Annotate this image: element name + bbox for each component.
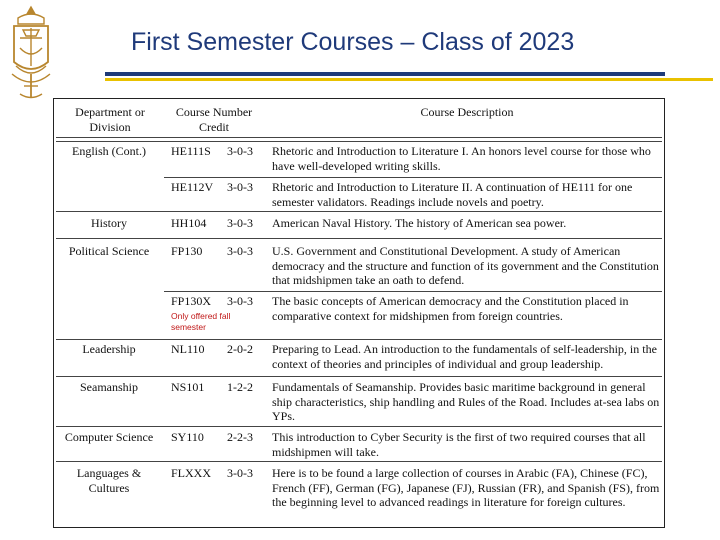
row-divider: [56, 461, 662, 462]
row-description: The basic concepts of American democracy and the Constitution placed in comparative context for midshipmen from foreign countries.: [272, 294, 629, 323]
header-course-description: Course Description: [420, 105, 514, 119]
row-course-number: FP130X: [171, 294, 212, 308]
row-divider: [56, 339, 662, 340]
row-course-number: HE112V: [171, 180, 214, 194]
row-credit: 3-0-3: [227, 216, 253, 230]
row-course-number: NS101: [171, 380, 205, 394]
row-divider: [56, 238, 662, 239]
title-underline-navy: [105, 72, 665, 76]
row-divider: [56, 211, 662, 212]
row-divider: [164, 177, 662, 178]
title-underline-gold: [105, 78, 713, 81]
row-course-number: HE111S: [171, 144, 211, 158]
row-department: Languages & Cultures: [76, 466, 142, 495]
row-description: This introduction to Cyber Security is the first of two required courses that all midshipmen will take.: [272, 430, 646, 459]
row-description: Rhetoric and Introduction to Literature I. An honors level course for those who have well-developed writing skills.: [272, 144, 651, 173]
row-course-number: HH104: [171, 216, 207, 230]
courses-table: [53, 98, 665, 528]
row-description: Preparing to Lead. An introduction to the fundamentals of self-leadership, in the context of theories and principles of individual and group leadership.: [272, 342, 657, 371]
row-description: Rhetoric and Introduction to Literature II. A continuation of HE111 for one semester validators. Readings include novels and poetry.: [272, 180, 633, 209]
row-divider: [164, 291, 662, 292]
row-department: Leadership: [82, 342, 136, 356]
row-credit: 3-0-3: [227, 294, 253, 308]
row-credit: 3-0-3: [227, 466, 253, 480]
row-credit: 3-0-3: [227, 144, 253, 158]
row-department: Computer Science: [64, 430, 154, 444]
row-description: American Naval History. The history of American sea power.: [272, 216, 567, 230]
row-course-number: FP130: [171, 244, 203, 258]
naval-academy-crest-logo: [6, 4, 56, 102]
row-course-number: SY110: [171, 430, 204, 444]
row-divider: [56, 376, 662, 377]
row-credit: 3-0-3: [227, 180, 253, 194]
row-description: Here is to be found a large collection of courses in Arabic (FA), Chinese (FC), French (FF), German (FG), Japanese (FJ), Russian (FR), and Spanish (FS), from the beginning level to advanced readings in literature for foreign cultures.: [272, 466, 660, 509]
header-divider: [56, 137, 662, 142]
row-credit: 1-2-2: [227, 380, 253, 394]
row-divider: [56, 426, 662, 427]
row-course-number: NL110: [171, 342, 205, 356]
row-credit: 2-2-3: [227, 430, 253, 444]
row-department: Seamanship: [80, 380, 138, 394]
header-course-number-credit: Course Number Credit: [175, 105, 253, 134]
row-description: U.S. Government and Constitutional Development. A study of American democracy and the structure and function of its government and the Constitution that midshipmen take an oath to defend.: [272, 244, 659, 287]
row-department: Political Science: [68, 244, 150, 258]
row-note: Only offered fall semester: [171, 311, 231, 332]
row-credit: 3-0-3: [227, 244, 253, 258]
row-description: Fundamentals of Seamanship. Provides basic maritime background in general ship characteristics, ship handling and Rules of the Road. Includes at-sea labs on YPs.: [272, 380, 660, 423]
row-department: History: [91, 216, 127, 230]
header-department: Department or Division: [75, 105, 145, 134]
row-course-number: FLXXX: [171, 466, 212, 480]
row-department: English (Cont.): [72, 144, 146, 158]
page-title: First Semester Courses – Class of 2023: [131, 28, 575, 56]
row-credit: 2-0-2: [227, 342, 253, 356]
